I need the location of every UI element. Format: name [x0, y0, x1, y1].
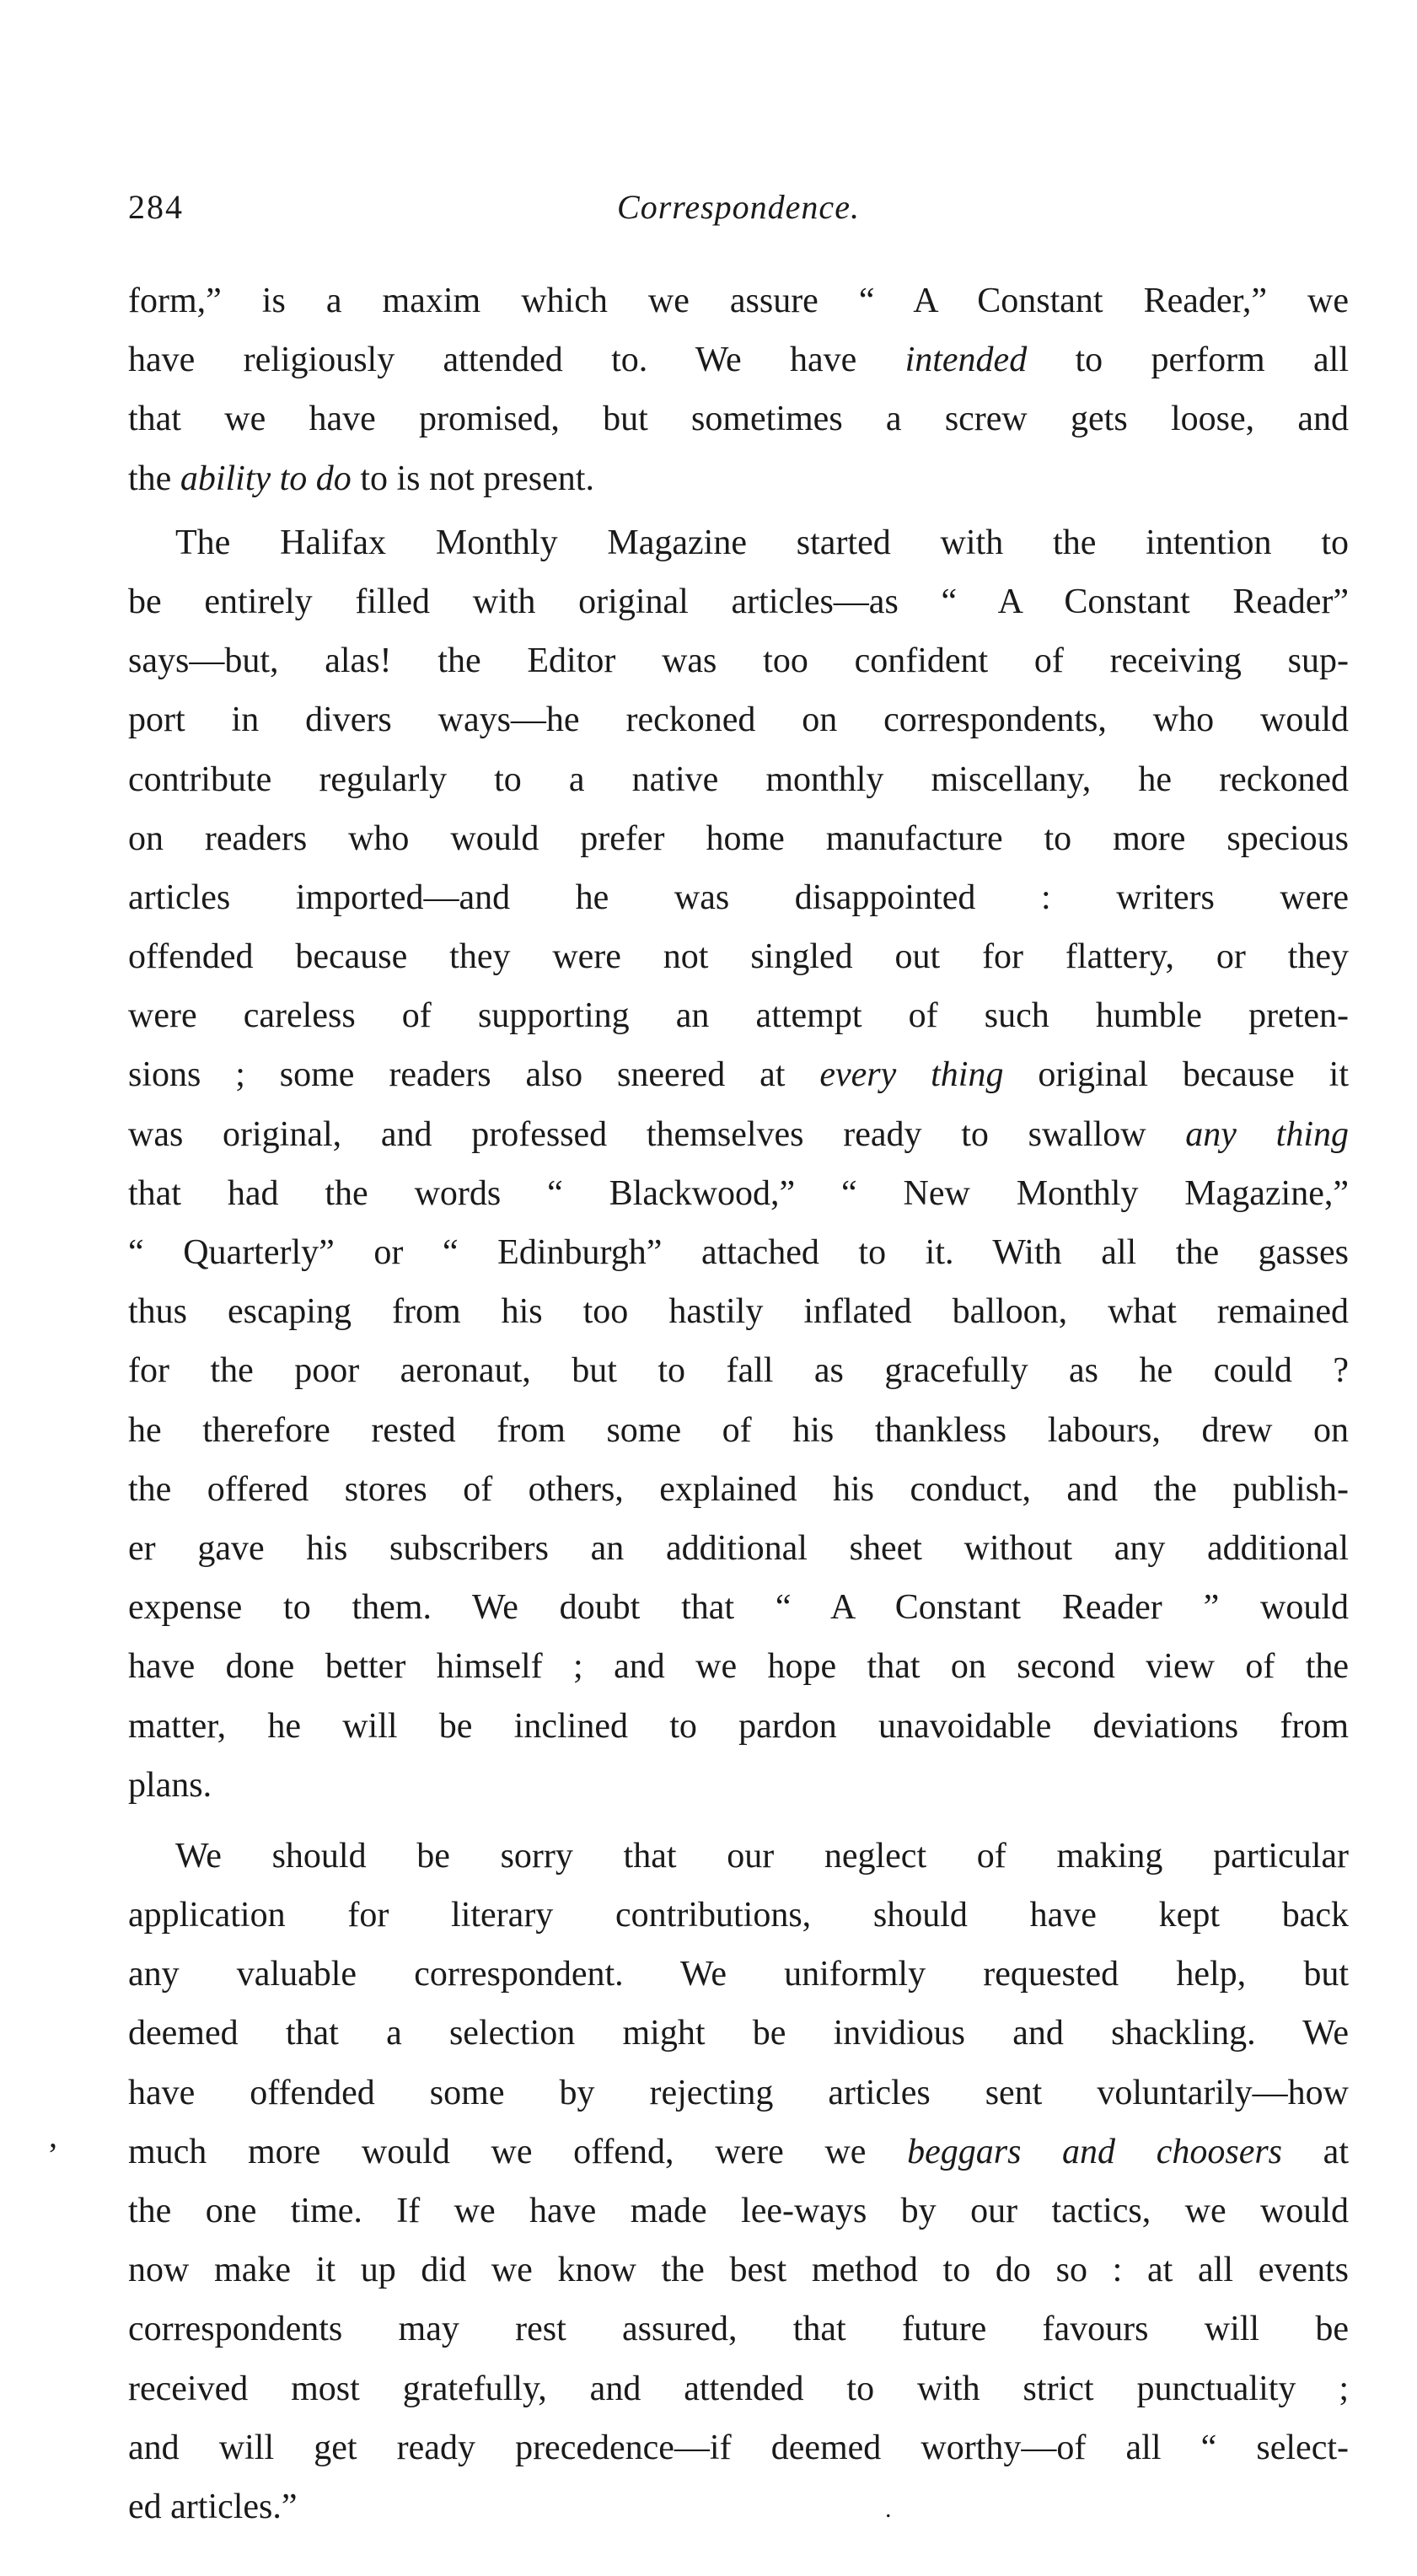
text-line: plans.: [128, 1765, 212, 1805]
text-line: We should be sorry that our neglect of making particular: [175, 1836, 1349, 1876]
margin-mark: ,: [49, 2117, 57, 2155]
text-line: were careless of supporting an attempt of such humble preten-: [128, 996, 1349, 1036]
stray-dot: .: [885, 2495, 892, 2523]
text-line: any valuable correspondent. We uniformly requested help, but: [128, 1955, 1349, 1994]
text-line: sions ; some readers also sneered at every thing original because it: [128, 1055, 1349, 1095]
text-line: offended because they were not singled out for flattery, or they: [128, 937, 1349, 977]
text-line: form,” is a maxim which we assure “ A Constant Reader,” we: [128, 282, 1349, 320]
page-number: 284: [128, 188, 184, 226]
text-line: received most gratefully, and attended to with strict punctuality ;: [128, 2369, 1349, 2408]
text-line: and will get ready precedence—if deemed worthy—of all “ select-: [128, 2428, 1349, 2467]
text-line: much more would we offend, were we beggars and choosers at: [128, 2132, 1349, 2171]
text-line: the offered stores of others, explained his conduct, and the publish-: [128, 1469, 1349, 1509]
paragraph-1: [128, 271, 1349, 508]
paragraph-2: [128, 513, 1349, 1815]
paragraph-3: [128, 1827, 1349, 2536]
text-line: correspondents may rest assured, that future favours will be: [128, 2310, 1349, 2349]
text-line: er gave his subscribers an additional sheet without any additional: [128, 1528, 1349, 1568]
text-line: deemed that a selection might be invidious and shackling. We: [128, 2014, 1349, 2053]
running-head: [128, 187, 1349, 238]
text-line: contribute regularly to a native monthly miscellany, he reckoned: [128, 759, 1349, 799]
text-line: expense to them. We doubt that “ A Constant Reader ” would: [128, 1588, 1349, 1628]
text-line: says—but, alas! the Editor was too confident of receiving sup-: [128, 641, 1349, 681]
text-line: he therefore rested from some of his thankless labours, drew on: [128, 1410, 1349, 1450]
text-line: thus escaping from his too hastily inflated balloon, what remained: [128, 1292, 1349, 1332]
running-title: Correspondence.: [617, 188, 860, 226]
text-line: port in divers ways—he reckoned on correspondents, who would: [128, 700, 1349, 740]
text-line: for the poor aeronaut, but to fall as gracefully as he could ?: [128, 1351, 1349, 1391]
text-line: have offended some by rejecting articles sent voluntarily—how: [128, 2073, 1349, 2112]
text-line: be entirely filled with original articles—as “ A Constant Reader”: [128, 582, 1349, 621]
text-line: the ability to do to is not present.: [128, 459, 594, 498]
text-line: now make it up did we know the best method to do so : at all events: [128, 2251, 1349, 2290]
text-line: have religiously attended to. We have intended to perform all: [128, 341, 1349, 380]
text-line: the one time. If we have made lee-ways by our tactics, we would: [128, 2192, 1349, 2230]
text-line: that had the words “ Blackwood,” “ New Monthly Magazine,”: [128, 1173, 1349, 1213]
text-line: that we have promised, but sometimes a screw gets loose, and: [128, 400, 1349, 439]
text-line: was original, and professed themselves ready to swallow any thing: [128, 1114, 1349, 1154]
text-line: articles imported—and he was disappointed : writers were: [128, 877, 1349, 917]
text-line: on readers who would prefer home manufacture to more specious: [128, 818, 1349, 858]
text-line: application for literary contributions, should have kept back: [128, 1896, 1349, 1935]
text-line: The Halifax Monthly Magazine started with the intention to: [175, 523, 1349, 562]
page: [128, 187, 1349, 2536]
text-line: have done better himself ; and we hope that on second view of the: [128, 1647, 1349, 1687]
text-line: “ Quarterly” or “ Edinburgh” attached to it. With all the gasses: [128, 1233, 1349, 1272]
text-line: matter, he will be inclined to pardon unavoidable deviations from: [128, 1706, 1349, 1746]
text-line: ed articles.”: [128, 2487, 298, 2526]
